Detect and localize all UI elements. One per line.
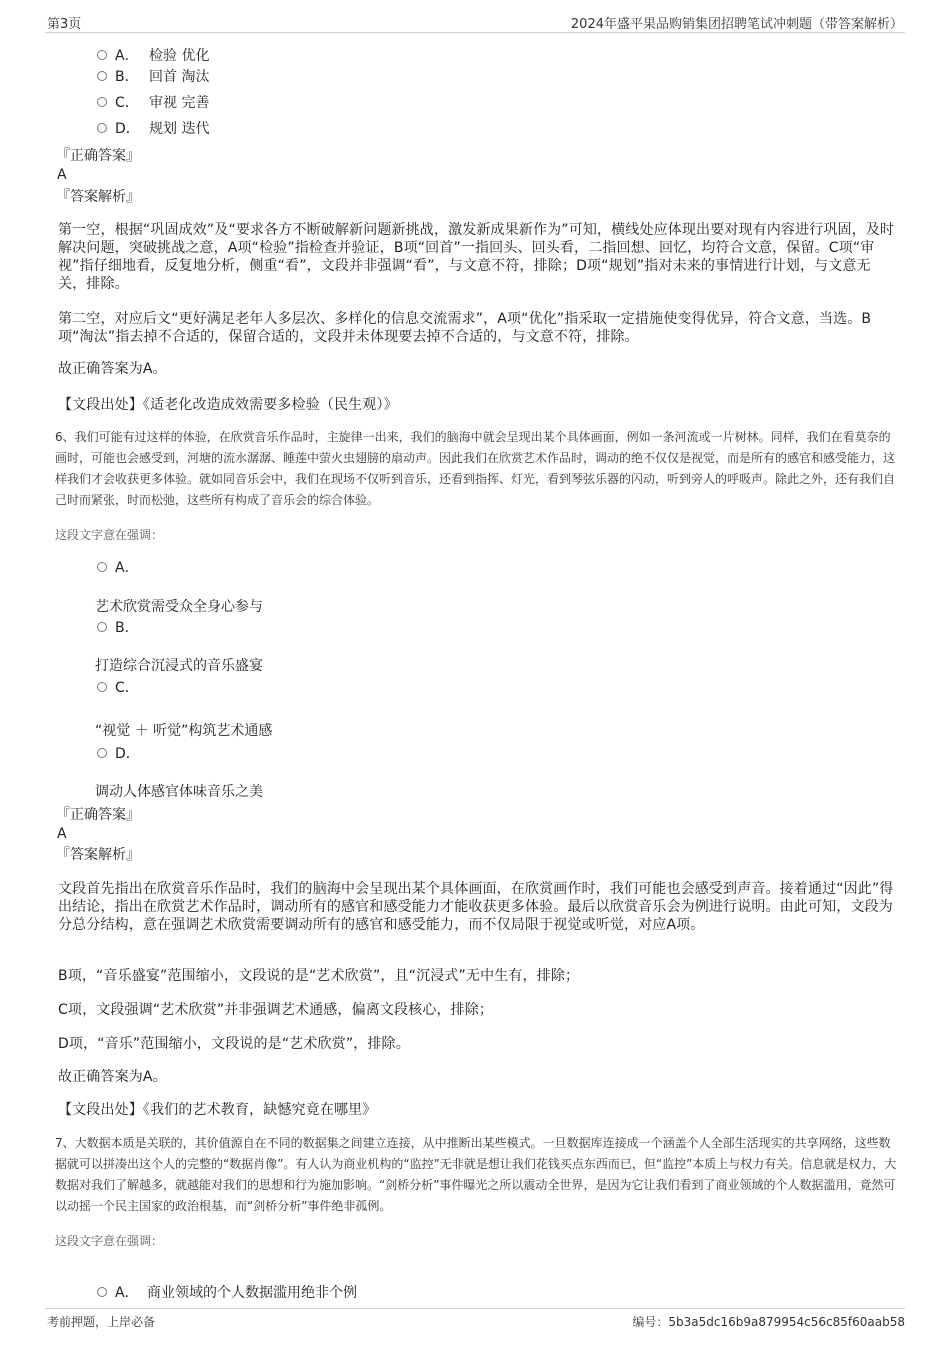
q6-analysis-label: 『答案解析』 xyxy=(56,847,140,863)
radio-icon[interactable] xyxy=(97,50,107,60)
radio-icon[interactable] xyxy=(97,1287,107,1297)
radio-icon[interactable] xyxy=(97,622,107,632)
q5-option-c[interactable]: C． 审视 完善 xyxy=(97,93,209,113)
q5-answer: A xyxy=(57,167,67,183)
radio-icon[interactable] xyxy=(97,562,107,572)
q5-option-a[interactable]: A． 检验 优化 xyxy=(97,46,209,66)
q5-conclusion: 故正确答案为A。 xyxy=(58,361,167,377)
radio-icon[interactable] xyxy=(97,71,107,81)
q6-option-c[interactable]: C． xyxy=(97,678,139,698)
q5-analysis-label: 『答案解析』 xyxy=(56,189,140,205)
radio-icon[interactable] xyxy=(97,97,107,107)
footer-slogan: 考前押题，上岸必备 xyxy=(47,1315,156,1329)
radio-icon[interactable] xyxy=(97,748,107,758)
q6-prompt: 这段文字意在强调： xyxy=(55,528,164,542)
footer-divider xyxy=(45,1308,905,1309)
q6-option-d-text: 调动人体感官体味音乐之美 xyxy=(95,784,263,800)
q6-answer-label: 『正确答案』 xyxy=(56,807,140,823)
q7-prompt: 这段文字意在强调： xyxy=(55,1234,164,1248)
q7-stem: 7、大数据本质是关联的，其价值源自在不同的数据集之间建立连接，从中推断出某些模式。一旦数据库连接成一个涵盖个人全部生活现实的共享网络，这些数据就可以拼凑出这个人的完整的“数据肖像”。有人认为商业机构的“监控”无非就是想让我们花钱买点东西而已，但“监控”本质上与权力有关。信息就是权力，大数据对我们了解越多，就越能对我们的思想和行为施加影响。“剑桥分析”事件曝光之所以震动全世界，是因为它让我们看到了商业领域的个人数据滥用，竟然可以动摇一个民主国家的政治根基，而“剑桥分析”事件绝非孤例。 xyxy=(55,1136,897,1213)
q6-option-d[interactable]: D． xyxy=(97,744,140,764)
document-id: 编号：5b3a5dc16b9a879954c56c85f60aab58 xyxy=(632,1315,905,1329)
q6-analysis-paragraph: B项，“音乐盛宴”范围缩小，文段说的是“艺术欣赏”，且“沉浸式”无中生有，排除； xyxy=(58,968,580,984)
radio-icon[interactable] xyxy=(97,123,107,133)
q5-source: 【文段出处】《适老化改造成效需要多检验（民生观）》 xyxy=(58,397,398,413)
q6-conclusion: 故正确答案为A。 xyxy=(58,1069,167,1085)
radio-icon[interactable] xyxy=(97,682,107,692)
q6-analysis-paragraph: C项，文段强调“艺术欣赏”并非强调艺术通感，偏离文段核心，排除； xyxy=(58,1002,494,1018)
q5-option-d[interactable]: D． 规划 迭代 xyxy=(97,119,209,139)
q5-analysis-paragraph: 第一空，根据“巩固成效”及“要求各方不断破解新问题新挑战，激发新成果新作为”可知，横线处应体现出要对现有内容进行巩固，及时解决问题，突破挑战之意，A项“检验”指检查并验证，B项“回首”一指回头、回头看，二指回想、回忆，均符合文意，保留。C项“审视”指仔细地看，反复地分析，侧重“看”，文段并非强调“看”，与文意不符，排除；D项“规划”指对未来的事情进行计划，与文意无关，排除。 xyxy=(58,222,895,292)
q5-option-b[interactable]: B． 回首 淘汰 xyxy=(97,67,209,87)
document-title: 2024年盛平果品购销集团招聘笔试冲刺题（带答案解析） xyxy=(570,17,903,32)
q5-answer-label: 『正确答案』 xyxy=(56,148,140,164)
q5-analysis-paragraph: 第二空，对应后文“更好满足老年人多层次、多样化的信息交流需求”，A项“优化”指采取一定措施使变得优异，符合文意，当选。B项“淘汰”指去掉不合适的，保留合适的，文段并未体现要去掉不合适的，与文意不符，排除。 xyxy=(58,311,872,345)
q6-option-a-text: 艺术欣赏需受众全身心参与 xyxy=(95,599,263,615)
q7-option-a[interactable]: A． 商业领域的个人数据滥用绝非个例 xyxy=(97,1283,357,1303)
q6-option-c-text: “视觉 ＋ 听觉”构筑艺术通感 xyxy=(95,723,273,739)
q6-analysis-paragraph: 文段首先指出在欣赏音乐作品时，我们的脑海中会呈现出某个具体画面，在欣赏画作时，我们可能也会感受到声音。接着通过“因此”得出结论，指出在欣赏艺术作品时，调动所有的感官和感受能力才能收获更多体验。最后以欣赏音乐会为例进行说明。由此可知，文段为分总分结构，意在强调艺术欣赏需要调动所有的感官和感受能力，而不仅局限于视觉或听觉，对应A项。 xyxy=(58,881,894,933)
page-number: 第3页 xyxy=(47,17,82,32)
q6-answer: A xyxy=(57,826,67,842)
q6-option-b-text: 打造综合沉浸式的音乐盛宴 xyxy=(95,658,263,674)
q6-option-b[interactable]: B． xyxy=(97,618,139,638)
header-divider xyxy=(45,32,905,33)
q6-stem: 6、我们可能有过这样的体验，在欣赏音乐作品时，主旋律一出来，我们的脑海中就会呈现出某个具体画面，例如一条河流或一片树林。同样，我们在看莫奈的画时，可能也会感受到，河塘的流水潺潺、睡莲中萤火虫翅膀的扇动声。因此我们在欣赏艺术作品时，调动的绝不仅仅是视觉，而是所有的感官和感受能力，这样我们才会收获更多体验。就如同音乐会中，我们在现场不仅听到音乐，还看到指挥、灯光，看到琴弦乐器的闪动，听到旁人的呼吸声。除此之外，还有我们自己时而紧张，时而松弛，这些所有构成了音乐会的综合体验。 xyxy=(55,430,896,507)
q6-source: 【文段出处】《我们的艺术教育，缺憾究竟在哪里》 xyxy=(58,1102,377,1118)
q6-option-a[interactable]: A． xyxy=(97,558,139,578)
q6-analysis-paragraph: D项，“音乐”范围缩小，文段说的是“艺术欣赏”，排除。 xyxy=(58,1036,410,1052)
